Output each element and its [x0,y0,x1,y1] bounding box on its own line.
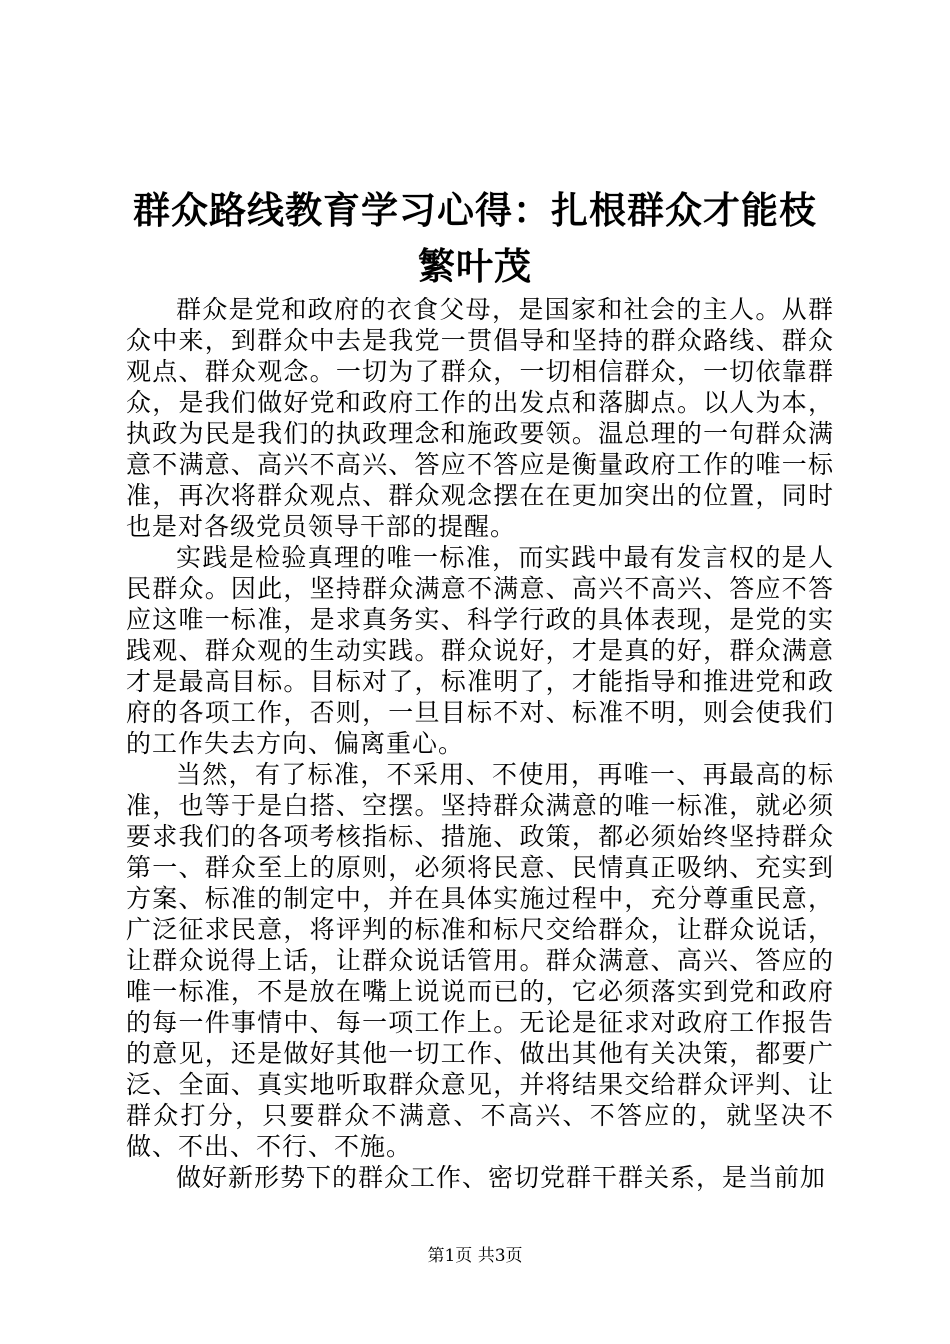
document-title: 群众路线教育学习心得：扎根群众才能枝繁叶茂 [133,188,817,288]
document-body [126,294,834,1193]
page-number: 第1页 共3页 [427,1246,523,1266]
paragraph: 群众是党和政府的衣食父母，是国家和社会的主人。从群众中来，到群众中去是我党一贯倡导和坚持的群众路线、群众观点、群众观念。一切为了群众，一切相信群众，一切依靠群众，是我们做好党和政府工作的出发点和落脚点。以人为本，执政为民是我们的执政理念和施政要领。温总理的一句群众满意不满意、高兴不高兴、答应不答应是衡量政府工作的唯一标准，再次将群众观点、群众观念摆在在更加突出的位置，同时也是对各级党员领导干部的提醒。 [126,295,834,541]
paragraph: 当然，有了标准，不采用、不使用，再唯一、再最高的标准，也等于是白搭、空摆。坚持群众满意的唯一标准，就必须要求我们的各项考核指标、措施、政策，都必须始终坚持群众第一、群众至上的原则，必须将民意、民情真正吸纳、充实到方案、标准的制定中，并在具体实施过程中，充分尊重民意，广泛征求民意，将评判的标准和标尺交给群众，让群众说话，让群众说得上话，让群众说话管用。群众满意、高兴、答应的唯一标准，不是放在嘴上说说而已的，它必须落实到党和政府的每一件事情中、每一项工作上。无论是征求对政府工作报告的意见，还是做好其他一切工作、做出其他有关决策，都要广泛、全面、真实地听取群众意见，并将结果交给群众评判、让群众打分，只要群众不满意、不高兴、不答应的，就坚决不做、不出、不行、不施。 [126,760,834,1161]
paragraph: 做好新形势下的群众工作、密切党群干群关系，是当前加 [176,1163,827,1192]
paragraph: 实践是检验真理的唯一标准，而实践中最有发言权的是人民群众。因此，坚持群众满意不满意、高兴不高兴、答应不答应这唯一标准，是求真务实、科学行政的具体表现，是党的实践观、群众观的生动实践。群众说好，才是真的好，群众满意才是最高目标。目标对了，标准明了，才能指导和推进党和政府的各项工作，否则，一旦目标不对、标准不明，则会使我们的工作失去方向、偏离重心。 [126,543,834,758]
